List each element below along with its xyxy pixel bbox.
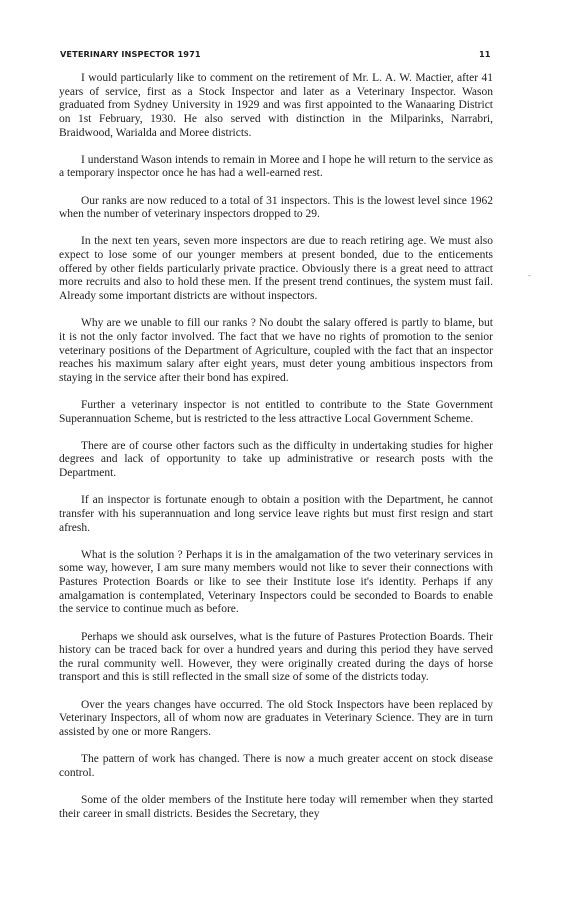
running-title: VETERINARY INSPECTOR 1971 — [60, 49, 201, 59]
paragraph-changes: Over the years changes have occurred. The old Stock Inspectors have been replaced by Veterinary Inspectors, all of whom now are graduates in Veterinary Science. They are in turn assisted by one or more Rangers. — [59, 698, 493, 738]
page-number: 11 — [479, 49, 491, 59]
paragraph-unable-to-fill: Why are we unable to fill our ranks ? No doubt the salary offered is partly to blame, but it is not the only factor involved. The fact that we have no rights of promotion to the senior veterinary positions of the Department of Agriculture, coupled with the fact that an inspector reaches his maximum salary after eight years, must deter young ambitious inspectors from staying in the service after their bond has expired. — [59, 317, 493, 384]
paragraph-retirement: I would particularly like to comment on the retirement of Mr. L. A. W. Mactier, after 41 years of service, first as a Stock Inspector and later as a Veterinary Inspector. Wason graduated from Sydney University in 1929 and was first appointed to the Wanaaring District on 1st February, 1930. He also served with distinction in the Milparinks, Narrabri, Braidwood, Warialda and Moree districts. — [59, 72, 493, 139]
paragraph-pattern-of-work: The pattern of work has changed. There is now a much greater accent on stock disease control. — [59, 753, 493, 779]
paragraph-solution: What is the solution ? Perhaps it is in the amalgamation of the two veterinary services in some way, however, I am sure many members would not like to sever their connections with Pastures Protection Boards or like to see their Institute lose it's identity. Perhaps if any amalgamation is contemplated, Veterinary Inspectors could be seconded to Boards to enable the service to continue much as before. — [59, 548, 493, 616]
paragraph-other-factors: There are of course other factors such as the difficulty in undertaking studies for higher degrees and lack of opportunity to take up administrative or research posts with the Department. — [59, 439, 493, 480]
paragraph-transfer: If an inspector is fortunate enough to obtain a position with the Department, he cannot transfer with his superannuation and long service leave rights but must first resign and start afresh. — [59, 494, 493, 534]
paragraph-wason-return: I understand Wason intends to remain in Moree and I hope he will return to the service as a temporary inspector once he has had a well-earned rest. — [59, 153, 493, 180]
article-body — [59, 72, 493, 835]
paragraph-older-members: Some of the older members of the Institute here today will remember when they started their career in small districts. Besides the Secretary, they — [59, 793, 493, 820]
paragraph-ranks: Our ranks are now reduced to a total of 31 inspectors. This is the lowest level since 1962 when the number of veterinary inspectors dropped to 29. — [59, 194, 493, 221]
margin-mark: - — [528, 271, 531, 280]
paragraph-superannuation: Further a veterinary inspector is not entitled to contribute to the State Government Superannuation Scheme, but is restricted to the less attractive Local Government Scheme. — [59, 398, 493, 425]
paragraph-next-ten-years: In the next ten years, seven more inspectors are due to reach retiring age. We must also expect to lose some of our younger members at present bonded, due to the enticements offered by other fields particularly private practice. Obviously there is a great need to attract more recruits and also to hold these men. If the present trend continues, the system must fail. Already some important districts are without inspectors. — [59, 235, 493, 303]
paragraph-future-boards: Perhaps we should ask ourselves, what is the future of Pastures Protection Boards. Their history can be traced back for over a hundred years and during this period they have served the rural community well. However, they were originally created during the days of horse transport and this is still reflected in the small size of some of the districts today. — [59, 630, 493, 684]
